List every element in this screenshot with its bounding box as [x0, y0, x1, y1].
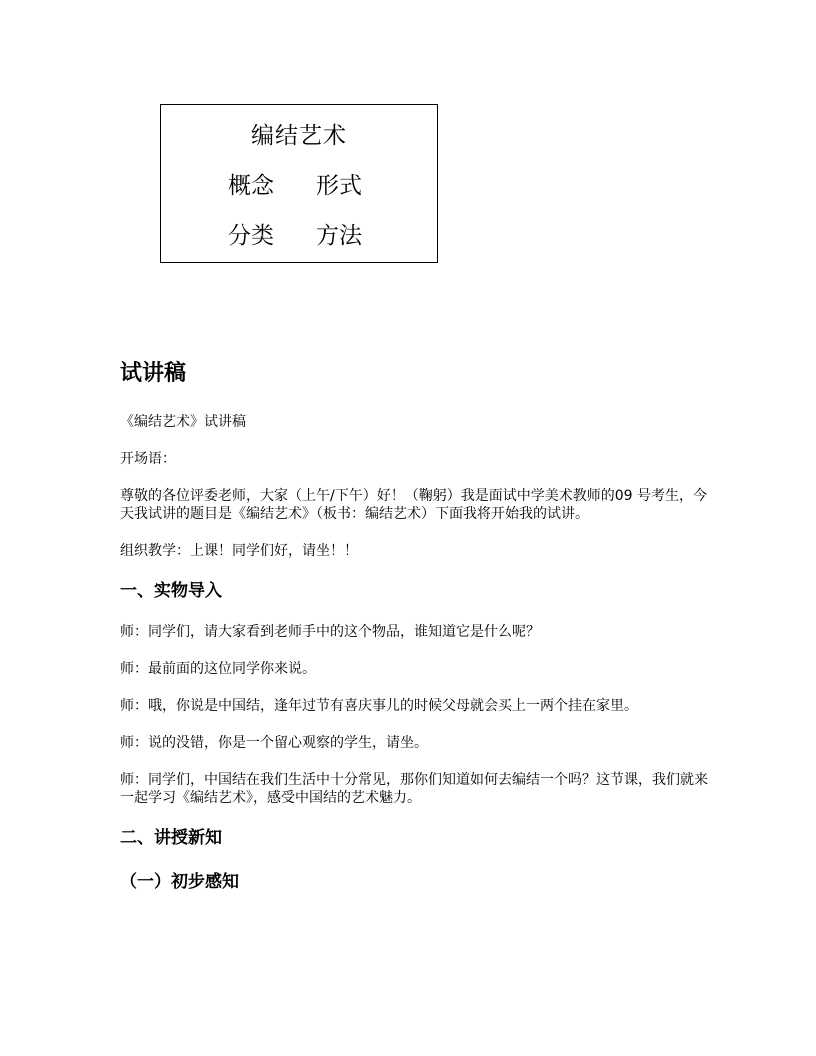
- dialogue-line: 师：同学们，中国结在我们生活中十分常见，那你们知道如何去编结一个吗？这节课，我们就来一起学习《编结艺术》，感受中国结的艺术魅力。: [120, 772, 708, 806]
- dialogue-line: 师：最前面的这位同学你来说。: [120, 661, 316, 677]
- organize-paragraph: 组织教学：上课！同学们好，请坐！！: [120, 543, 358, 559]
- dialogue-line: 师：同学们，请大家看到老师手中的这个物品，谁知道它是什么呢？: [120, 624, 540, 640]
- greeting-paragraph: 尊敬的各位评委老师，大家（上午/下午）好！（鞠躬）我是面试中学美术教师的09 号考生，今天我试讲的题目是《编结艺术》（板书：编结艺术）下面我将开始我的试讲。: [120, 488, 707, 522]
- board-item-form: 形式: [316, 173, 362, 199]
- opening-label: 开场语：: [120, 451, 176, 467]
- document-title: 试讲稿: [120, 361, 187, 386]
- section-1-heading: 一、实物导入: [120, 581, 222, 601]
- board-item-category: 分类: [228, 223, 274, 249]
- document-body: [120, 358, 710, 894]
- section-2-subheading: （一）初步感知: [120, 872, 239, 892]
- blackboard-box: [160, 104, 438, 263]
- board-item-concept: 概念: [228, 173, 274, 199]
- dialogue-line: 师：哦，你说是中国结，逢年过节有喜庆事儿的时候父母就会买上一两个挂在家里。: [120, 698, 638, 714]
- document-subtitle: 《编结艺术》试讲稿: [120, 414, 246, 430]
- board-title: 编结艺术: [251, 123, 347, 149]
- section-2-heading: 二、讲授新知: [120, 828, 222, 848]
- dialogue-line: 师：说的没错，你是一个留心观察的学生，请坐。: [120, 735, 428, 751]
- board-item-method: 方法: [316, 223, 362, 249]
